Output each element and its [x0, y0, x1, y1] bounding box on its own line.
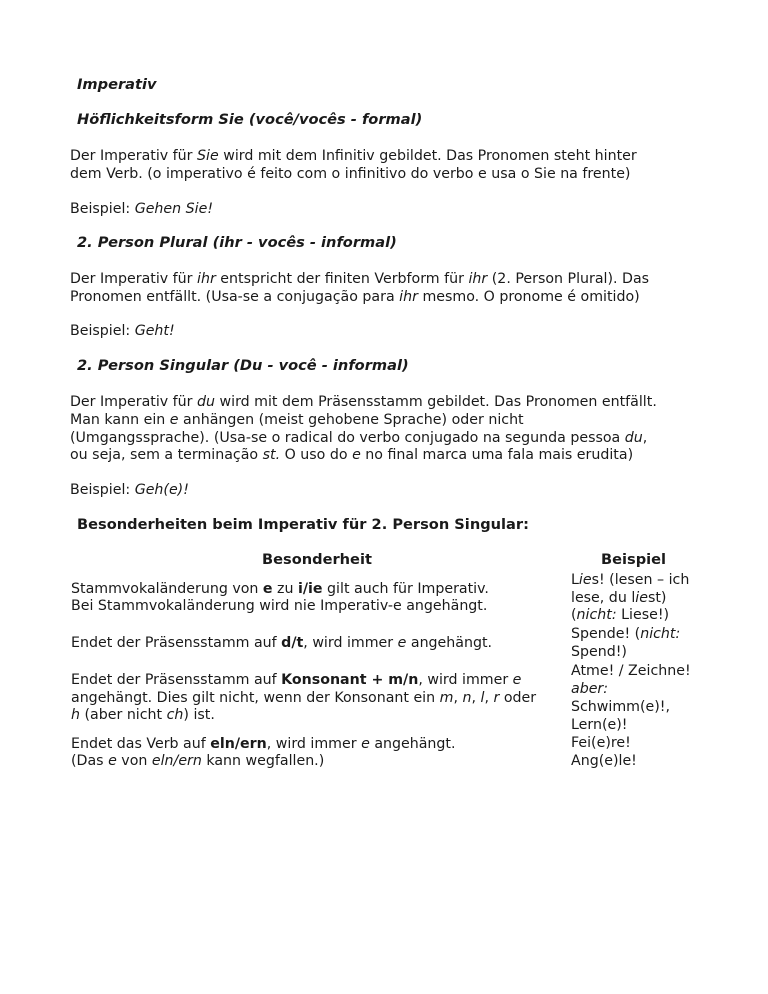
example-label: Beispiel:: [70, 323, 135, 339]
example-text: Geh(e)!: [134, 482, 189, 498]
text-run: ) ist.: [183, 707, 215, 723]
italic-text: ie: [578, 572, 592, 588]
italic-text: m: [439, 690, 454, 706]
text-run: st): [647, 590, 667, 606]
text-run: wird mit dem Präsensstamm gebildet. Das Pronomen entfällt.: [215, 394, 657, 410]
italic-text: l: [480, 690, 485, 706]
table-example-line: [571, 606, 669, 624]
example-line-sie: [70, 200, 213, 218]
text-run: Der Imperativ für: [70, 271, 198, 287]
table-example-line: [571, 625, 680, 643]
text-run: (2. Person Plural). Das: [487, 271, 650, 287]
text-run: , wird immer: [418, 672, 513, 688]
example-label: Beispiel:: [70, 482, 135, 498]
italic-text: ch: [166, 707, 184, 723]
section-body-line: [70, 288, 640, 306]
text-run: zu: [272, 581, 299, 597]
text-run: Bei Stammvokaländerung wird nie Imperativ-e angehängt.: [71, 598, 488, 614]
example-text: Gehen Sie!: [134, 201, 214, 217]
text-run: von: [116, 753, 152, 769]
text-run: (Das: [71, 753, 109, 769]
table-example-line: [571, 734, 631, 752]
text-run: Atme! / Zeichne!: [571, 663, 691, 679]
italic-text: ihr: [468, 271, 488, 287]
text-run: dem Verb. (o imperativo é feito com o infinitivo do verbo e usa o Sie na frente): [70, 166, 631, 182]
text-run: (Umgangssprache). (Usa-se o radical do verbo conjugado na segunda pessoa: [70, 430, 625, 446]
example-line-du: [70, 481, 189, 499]
italic-text: e: [512, 672, 522, 688]
italic-text: e: [352, 447, 361, 463]
italic-text: du: [197, 394, 216, 410]
text-run: Pronomen entfällt. (Usa-se a conjugação para: [70, 289, 400, 305]
section-heading-du: 2. Person Singular (Du - você - informal): [77, 357, 409, 374]
example-text: Geht!: [134, 323, 175, 339]
text-run: angehängt. Dies gilt nicht, wenn der Konsonant ein: [71, 690, 440, 706]
section-body-line: [70, 147, 637, 165]
table-header-beispiel: Beispiel: [601, 551, 667, 568]
text-run: , wird immer: [303, 635, 398, 651]
italic-text: e: [108, 753, 117, 769]
text-run: Liese!): [616, 607, 670, 623]
table-cell-line: [71, 580, 489, 598]
text-run: Fei(e)re!: [571, 735, 631, 751]
text-run: Endet der Präsensstamm auf: [71, 672, 282, 688]
italic-text: h: [71, 707, 80, 723]
text-run: oder: [499, 690, 537, 706]
italic-text: st.: [262, 447, 281, 463]
text-run: Man kann ein: [70, 412, 170, 428]
text-run: kann wegfallen.): [201, 753, 325, 769]
table-example-line: [571, 716, 627, 734]
section-body-line: [70, 393, 657, 411]
table-cell-line: [71, 597, 487, 615]
bold-text: i/ie: [298, 581, 323, 597]
text-run: Schwimm(e)!,: [571, 699, 670, 715]
text-run: ,: [471, 690, 481, 706]
table-example-line: [571, 680, 608, 698]
section-body-line: [70, 165, 630, 183]
table-example-line: [571, 662, 691, 680]
table-cell-line: [71, 634, 492, 652]
text-run: Ang(e)le!: [571, 753, 637, 769]
text-run: s! (lesen – ich: [591, 572, 690, 588]
text-run: angehängt.: [369, 736, 456, 752]
table-example-line: [571, 571, 689, 589]
table-header-besonderheit: Besonderheit: [262, 551, 372, 568]
text-run: , wird immer: [266, 736, 362, 752]
italic-text: e: [397, 635, 407, 651]
italic-text: eln/ern: [151, 753, 202, 769]
italic-text: nicht:: [640, 626, 681, 642]
bold-text: Konsonant + m/n: [281, 672, 419, 688]
section-heading-sie: Höflichkeitsform Sie (você/vocês - formal): [77, 111, 423, 128]
italic-text: Sie: [197, 148, 219, 164]
text-run: O uso do: [280, 447, 353, 463]
table-cell-line: [71, 735, 456, 753]
section-body-line: [70, 270, 649, 288]
text-run: ,: [484, 690, 494, 706]
text-run: Endet der Präsensstamm auf: [71, 635, 282, 651]
italic-text: aber:: [571, 681, 609, 697]
italic-text: ie: [635, 590, 648, 606]
special-heading: Besonderheiten beim Imperativ für 2. Person Singular:: [77, 516, 529, 533]
table-cell-line: [71, 752, 324, 770]
bold-text: e: [262, 581, 273, 597]
italic-text: ihr: [197, 271, 216, 287]
section-heading-ihr: 2. Person Plural (ihr - vocês - informal): [77, 234, 397, 251]
text-run: no final marca uma fala mais erudita): [360, 447, 634, 463]
example-line-ihr: [70, 322, 175, 340]
section-body-line: [70, 446, 633, 464]
section-body-line: [70, 429, 647, 447]
table-example-line: [571, 643, 627, 661]
table-example-line: [571, 589, 666, 607]
italic-text: r: [493, 690, 500, 706]
document-title: Imperativ: [77, 76, 157, 93]
italic-text: nicht:: [576, 607, 617, 623]
table-cell-line: [71, 689, 536, 707]
text-run: lese, du l: [571, 590, 636, 606]
italic-text: n: [462, 690, 472, 706]
text-run: angehängt.: [406, 635, 493, 651]
text-run: mesmo. O pronome é omitido): [417, 289, 640, 305]
table-cell-line: [71, 706, 215, 724]
text-run: anhängen (meist gehobene Sprache) oder nicht: [178, 412, 524, 428]
bold-text: eln/ern: [210, 736, 267, 752]
italic-text: e: [169, 412, 179, 428]
text-run: Spende! (: [571, 626, 641, 642]
italic-text: du: [624, 430, 643, 446]
text-run: Stammvokaländerung von: [71, 581, 263, 597]
bold-text: d/t: [281, 635, 304, 651]
table-example-line: [571, 752, 637, 770]
italic-text: e: [361, 736, 370, 752]
text-run: wird mit dem Infinitiv gebildet. Das Pronomen steht hinter: [218, 148, 637, 164]
text-run: ,: [453, 690, 463, 706]
text-run: entspricht der finiten Verbform für: [215, 271, 469, 287]
text-run: gilt auch für Imperativ.: [322, 581, 489, 597]
italic-text: ihr: [399, 289, 418, 305]
text-run: Der Imperativ für: [70, 148, 198, 164]
text-run: Endet das Verb auf: [71, 736, 211, 752]
text-run: Lern(e)!: [571, 717, 628, 733]
text-run: (aber nicht: [80, 707, 167, 723]
table-example-line: [571, 698, 670, 716]
text-run: L: [571, 572, 579, 588]
section-body-line: [70, 411, 524, 429]
example-label: Beispiel:: [70, 201, 135, 217]
text-run: Spend!): [571, 644, 627, 660]
text-run: ,: [642, 430, 648, 446]
text-run: ou seja, sem a terminação: [70, 447, 263, 463]
table-cell-line: [71, 671, 521, 689]
text-run: (: [571, 607, 577, 623]
text-run: Der Imperativ für: [70, 394, 198, 410]
